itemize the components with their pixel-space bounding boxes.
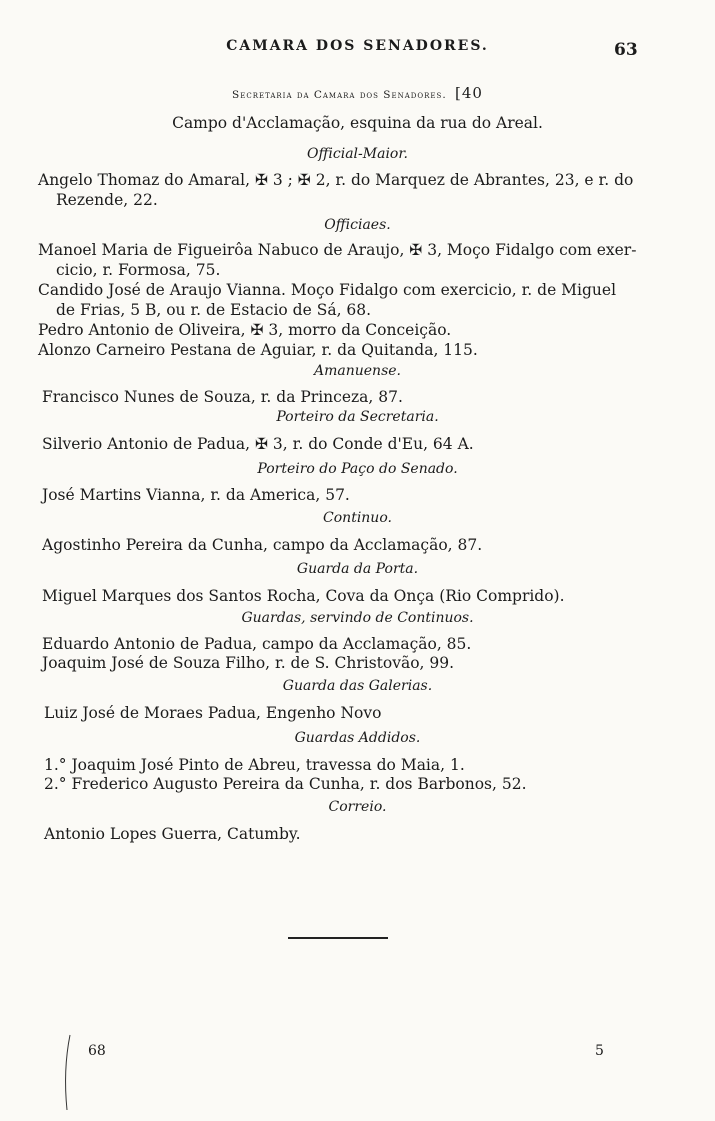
running-title: CAMARA DOS SENADORES. [226, 38, 489, 54]
footer-right-number: 5 [595, 1043, 604, 1059]
entry-agostinho: Agostinho Pereira da Cunha, campo da Acclamação, 87. [42, 536, 483, 554]
heading-correio: Correio. [328, 799, 387, 815]
entry-manoel-line2: cicio, r. Formosa, 75. [56, 261, 221, 279]
entry-addido-2: 2.° Frederico Augusto Pereira da Cunha, r. dos Barbonos, 52. [44, 775, 527, 793]
entry-francisco: Francisco Nunes de Souza, r. da Princeza, 87. [42, 388, 403, 406]
secretaria-ref-number: [40 [455, 84, 483, 102]
heading-guarda-galerias: Guarda das Galerias. [282, 678, 433, 694]
heading-continuo: Continuo. [323, 510, 392, 526]
entry-antonio: Antonio Lopes Guerra, Catumby. [44, 825, 301, 843]
heading-officiaes: Officiaes. [324, 217, 391, 233]
entry-angelo-line2: Rezende, 22. [56, 191, 158, 209]
heading-guardas-addidos: Guardas Addidos. [294, 730, 421, 746]
heading-oficial-maior: Official-Maior. [307, 146, 408, 162]
secretaria-address: Campo d'Acclamação, esquina da rua do Areal. [172, 114, 543, 132]
entry-pedro: Pedro Antonio de Oliveira, ✠ 3, morro da Conceição. [38, 321, 452, 339]
margin-mark [60, 1030, 74, 1115]
page-number: 63 [614, 40, 638, 60]
entry-alonzo: Alonzo Carneiro Pestana de Aguiar, r. da Quitanda, 115. [38, 341, 478, 359]
entry-candido-line2: de Frias, 5 B, ou r. de Estacio de Sá, 68. [56, 301, 372, 319]
entry-addido-1: 1.° Joaquim José Pinto de Abreu, travessa do Maia, 1. [44, 756, 465, 774]
footer-left-number: 68 [88, 1043, 106, 1059]
entry-candido-line1: Candido José de Araujo Vianna. Moço Fidalgo com exercicio, r. de Miguel [38, 281, 617, 299]
entry-miguel: Miguel Marques dos Santos Rocha, Cova da Onça (Rio Comprido). [42, 587, 565, 605]
entry-manoel-line1: Manoel Maria de Figueirôa Nabuco de Araujo, ✠ 3, Moço Fidalgo com exer- [38, 241, 637, 259]
entry-silverio: Silverio Antonio de Padua, ✠ 3, r. do Conde d'Eu, 64 A. [42, 435, 474, 453]
heading-amanuense: Amanuense. [314, 363, 401, 379]
entry-luiz: Luiz José de Moraes Padua, Engenho Novo [44, 704, 382, 722]
secretaria-title [0, 84, 715, 102]
heading-porteiro-paco: Porteiro do Paço do Senado. [257, 461, 458, 477]
heading-guarda-porta: Guarda da Porta. [296, 561, 419, 577]
secretaria-title-text: Secretaria da Camara dos Senadores. [232, 89, 447, 101]
entry-angelo-line1: Angelo Thomaz do Amaral, ✠ 3 ; ✠ 2, r. do Marquez de Abrantes, 23, e r. do [38, 171, 634, 189]
section-divider [288, 937, 388, 939]
heading-porteiro-secretaria: Porteiro da Secretaria. [276, 409, 439, 425]
entry-eduardo: Eduardo Antonio de Padua, campo da Acclamação, 85. [42, 635, 472, 653]
heading-guardas-continuos: Guardas, servindo de Continuos. [241, 610, 474, 626]
entry-jose-martins: José Martins Vianna, r. da America, 57. [42, 486, 350, 504]
entry-joaquim-souza: Joaquim José de Souza Filho, r. de S. Christovão, 99. [42, 654, 455, 672]
